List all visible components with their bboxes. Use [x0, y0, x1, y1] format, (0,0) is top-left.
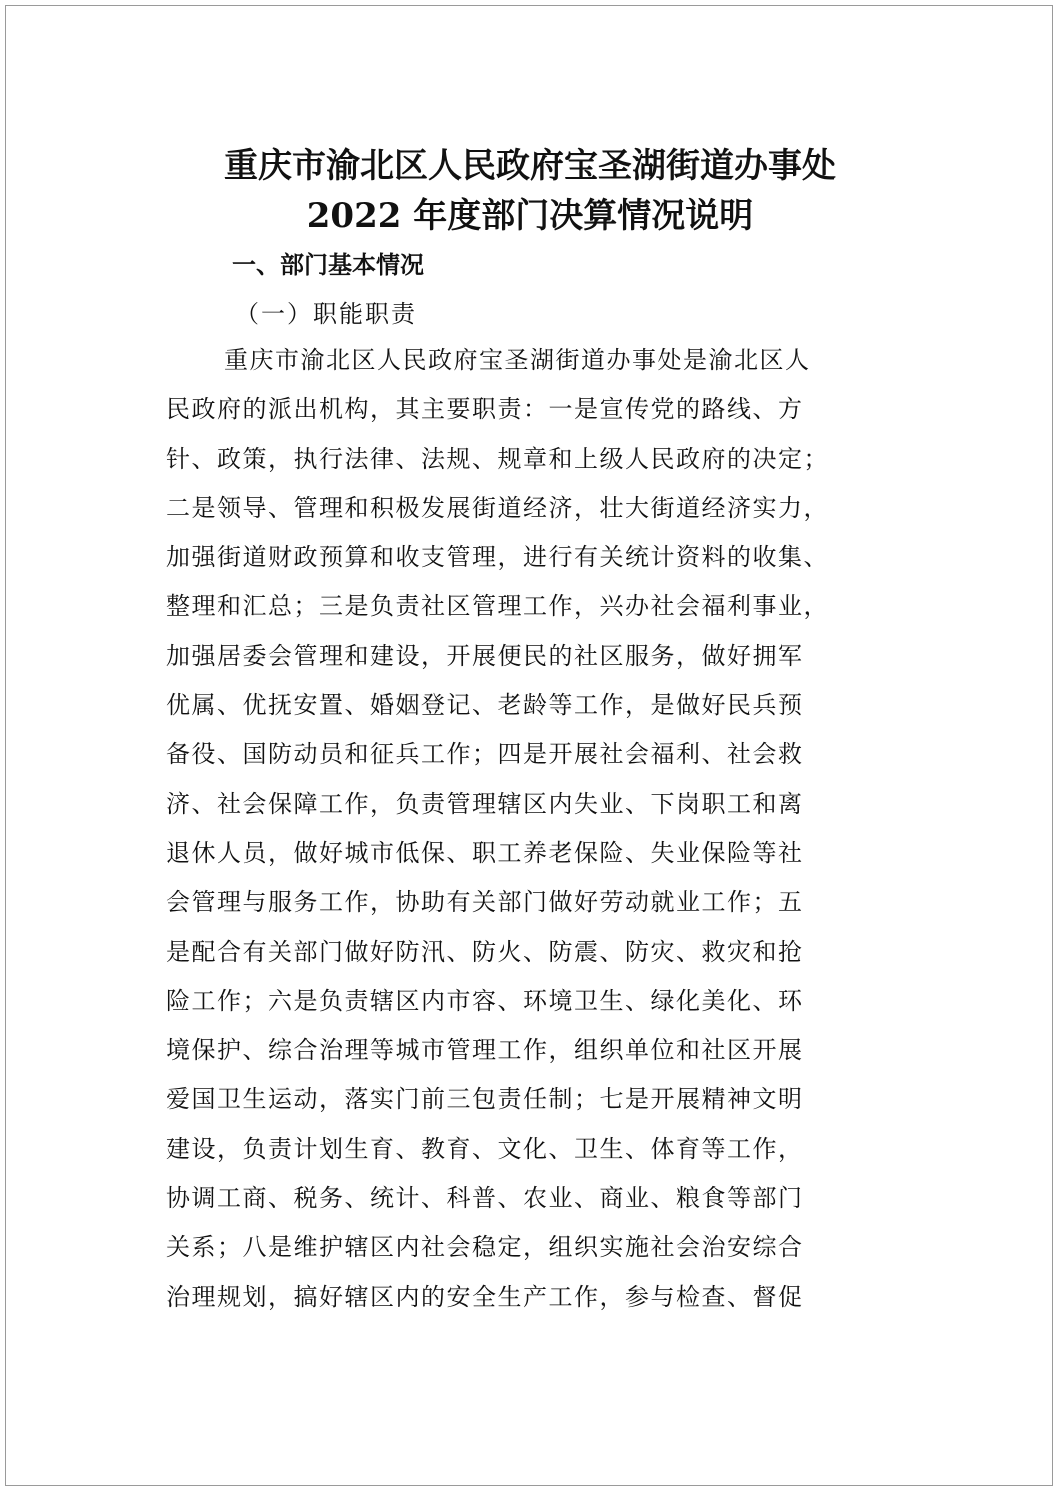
body-line: 优属、优抚安置、婚姻登记、老龄等工作，是做好民兵预 — [166, 691, 804, 720]
body-line: 退休人员，做好城市低保、职工养老保险、失业保险等社 — [166, 838, 804, 867]
body-line: 建设，负责计划生育、教育、文化、卫生、体育等工作， — [166, 1134, 804, 1163]
section-heading: 一、部门基本情况 — [232, 251, 424, 279]
body-line: 协调工商、税务、统计、科普、农业、商业、粮食等部门 — [166, 1184, 804, 1213]
body-line: 境保护、综合治理等城市管理工作，组织单位和社区开展 — [166, 1036, 804, 1065]
body-line: 险工作；六是负责辖区内市容、环境卫生、绿化美化、环 — [166, 986, 804, 1015]
body-line: 重庆市渝北区人民政府宝圣湖街道办事处是渝北区人 — [224, 346, 811, 374]
document-title-line-1: 重庆市渝北区人民政府宝圣湖街道办事处 — [224, 146, 836, 186]
body-line: 关系；八是维护辖区内社会稳定，组织实施社会治安综合 — [166, 1233, 804, 1262]
body-line: 二是领导、管理和积极发展街道经济，壮大街道经济实力， — [166, 493, 829, 522]
body-line: 治理规划，搞好辖区内的安全生产工作，参与检查、督促 — [166, 1282, 804, 1311]
body-line: 加强街道财政预算和收支管理，进行有关统计资料的收集、 — [166, 543, 829, 572]
body-line: 民政府的派出机构，其主要职责：一是宣传党的路线、方 — [166, 395, 804, 424]
body-line: 针、政策，执行法律、法规、规章和上级人民政府的决定； — [166, 444, 829, 473]
body-line: 爱国卫生运动，落实门前三包责任制；七是开展精神文明 — [166, 1085, 804, 1114]
subsection-heading: （一）职能职责 — [235, 300, 417, 328]
body-line: 会管理与服务工作，协助有关部门做好劳动就业工作；五 — [166, 888, 804, 917]
body-line: 加强居委会管理和建设，开展便民的社区服务，做好拥军 — [166, 641, 804, 670]
document-title-line-2: 2022 年度部门决算情况说明 — [306, 196, 754, 236]
body-line: 整理和汇总；三是负责社区管理工作，兴办社会福利事业， — [166, 592, 829, 621]
body-line: 是配合有关部门做好防汛、防火、防震、防灾、救灾和抢 — [166, 937, 804, 966]
body-line: 济、社会保障工作，负责管理辖区内失业、下岗职工和离 — [166, 789, 804, 818]
body-text — [166, 342, 926, 1328]
body-line: 备役、国防动员和征兵工作；四是开展社会福利、社会救 — [166, 740, 804, 769]
